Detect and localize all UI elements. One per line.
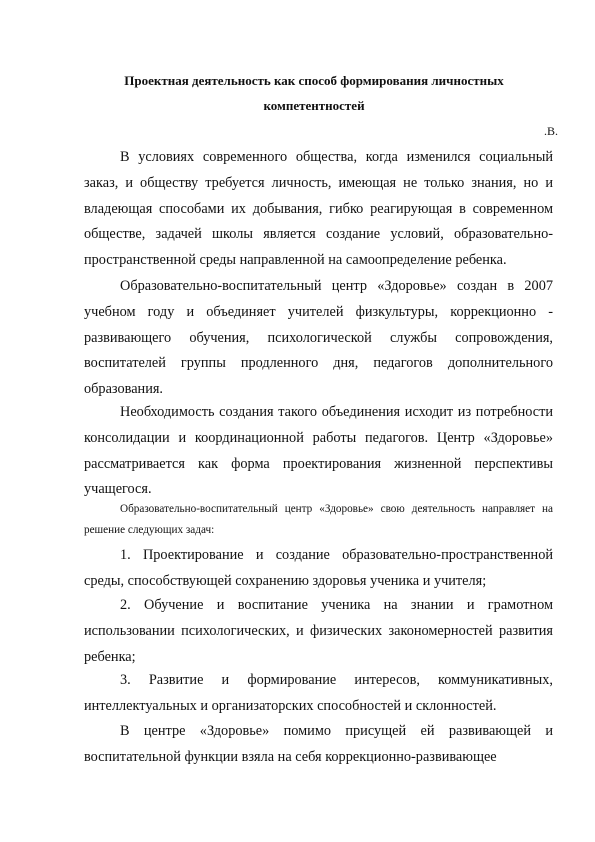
task-item-2: 2. Обучение и воспитание ученика на знании и грамотном использовании психологических, и физических закономерностей развития ребенка;	[84, 597, 553, 665]
paragraph-necessity: Необходимость создания такого объединения исходит из потребности консолидации и координационной работы педагогов. Центр «Здоровье» рассматривается как форма проектирования жизненной перспективы учащегося.	[84, 404, 553, 498]
paragraph-intro: В условиях современного общества, когда изменился социальный заказ, и обществу требуется личность, имеющая не только знания, но и владеющая способами их добывания, гибко реагирующая в современном обществе, задачей школы является создание условий, образовательно-пространственной среды направленной на самоопределение ребенка.	[84, 149, 553, 269]
task-item-3: 3. Развитие и формирование интересов, коммуникативных, интеллектуальных и организаторских способностей и склонностей.	[84, 672, 553, 714]
task-item-1: 1. Проектирование и создание образовательно-пространственной среды, способствующей сохранению здоровья ученика и учителя;	[84, 547, 553, 589]
paragraph-center-functions: В центре «Здоровье» помимо присущей ей развивающей и воспитательной функции взяла на себя коррекционно-развивающее	[84, 723, 553, 765]
author-initials: .В.	[543, 124, 558, 138]
document-title-line-1: Проектная деятельность как способ формирования личностных	[124, 73, 504, 88]
paragraph-tasks-intro: Образовательно-воспитательный центр «Здоровье» свою деятельность направляет на решение следующих задач:	[84, 503, 553, 536]
paragraph-center-created: Образовательно-воспитательный центр «Здоровье» создан в 2007 учебном году и объединяет учителей физкультуры, коррекционно - развивающего обучения, психологической службы сопровождения, воспитателей группы продленного дня, педагогов дополнительного образования.	[84, 278, 553, 398]
document-title-line-2: компетентностей	[263, 98, 365, 113]
